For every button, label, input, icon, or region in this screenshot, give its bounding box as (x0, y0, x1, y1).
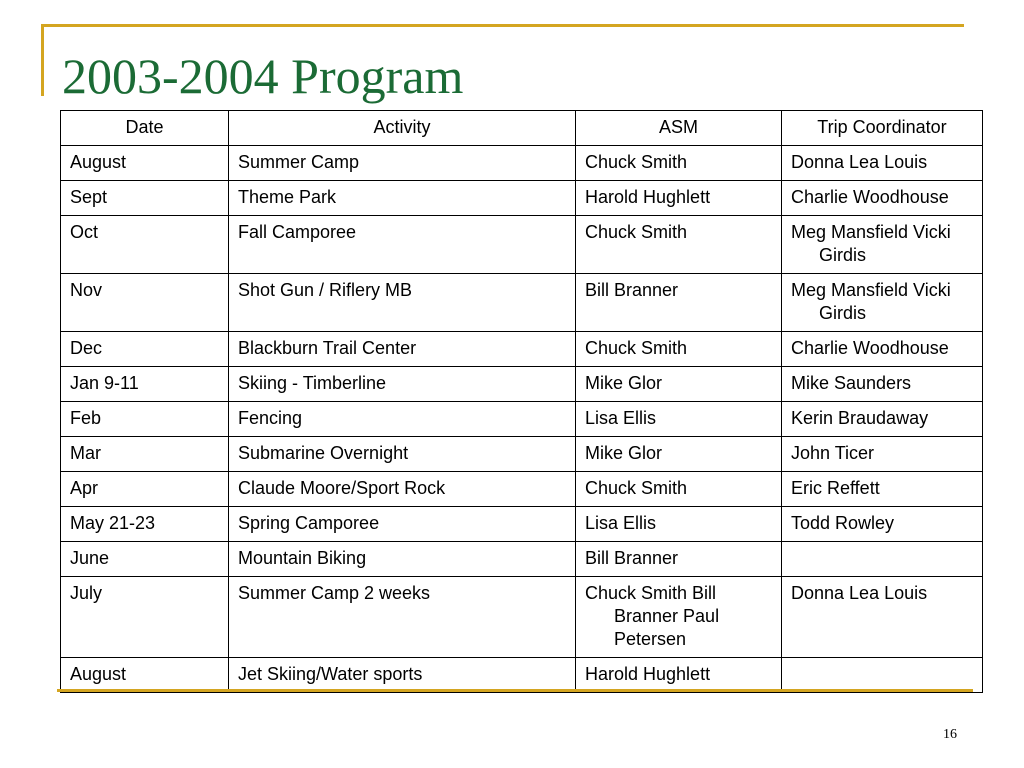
cell-asm: Chuck Smith (576, 332, 782, 367)
cell-asm: Chuck Smith (576, 472, 782, 507)
cell-date: Feb (61, 402, 229, 437)
cell-activity: Jet Skiing/Water sports (229, 658, 576, 693)
table-row (61, 367, 983, 402)
cell-trip-coordinator: John Ticer (782, 437, 983, 472)
accent-bar-vertical (41, 24, 44, 96)
cell-trip-coordinator: Meg Mansfield Vicki Girdis (782, 216, 983, 274)
table-row (61, 274, 983, 332)
table-row (61, 542, 983, 577)
cell-asm: Harold Hughlett (576, 181, 782, 216)
cell-asm: Mike Glor (576, 367, 782, 402)
table-row (61, 658, 983, 693)
cell-activity: Shot Gun / Riflery MB (229, 274, 576, 332)
cell-date: June (61, 542, 229, 577)
cell-activity: Spring Camporee (229, 507, 576, 542)
cell-activity: Summer Camp (229, 146, 576, 181)
cell-date: Apr (61, 472, 229, 507)
header-asm: ASM (576, 111, 782, 146)
table-row (61, 402, 983, 437)
cell-asm: Lisa Ellis (576, 507, 782, 542)
cell-trip-coordinator: Charlie Woodhouse (782, 181, 983, 216)
cell-date: May 21-23 (61, 507, 229, 542)
cell-asm: Harold Hughlett (576, 658, 782, 693)
cell-asm: Chuck Smith (576, 216, 782, 274)
cell-date: August (61, 658, 229, 693)
cell-date: Nov (61, 274, 229, 332)
cell-activity: Mountain Biking (229, 542, 576, 577)
cell-trip-coordinator (782, 542, 983, 577)
table-row (61, 181, 983, 216)
cell-date: Sept (61, 181, 229, 216)
cell-trip-coordinator: Eric Reffett (782, 472, 983, 507)
cell-date: Dec (61, 332, 229, 367)
cell-asm: Chuck Smith Bill Branner Paul Petersen (576, 577, 782, 658)
table-row (61, 332, 983, 367)
cell-activity: Summer Camp 2 weeks (229, 577, 576, 658)
cell-asm: Bill Branner (576, 274, 782, 332)
table-row (61, 507, 983, 542)
header-trip-coordinator: Trip Coordinator (782, 111, 983, 146)
page-number: 16 (943, 727, 957, 742)
accent-line-top (41, 24, 964, 27)
cell-activity: Skiing - Timberline (229, 367, 576, 402)
table-row (61, 216, 983, 274)
cell-activity: Theme Park (229, 181, 576, 216)
cell-activity: Fall Camporee (229, 216, 576, 274)
cell-trip-coordinator: Donna Lea Louis (782, 577, 983, 658)
cell-activity: Blackburn Trail Center (229, 332, 576, 367)
cell-trip-coordinator: Charlie Woodhouse (782, 332, 983, 367)
cell-date: Jan 9-11 (61, 367, 229, 402)
cell-date: July (61, 577, 229, 658)
cell-asm: Chuck Smith (576, 146, 782, 181)
cell-trip-coordinator: Meg Mansfield Vicki Girdis (782, 274, 983, 332)
table-row (61, 472, 983, 507)
table-row (61, 146, 983, 181)
cell-trip-coordinator: Donna Lea Louis (782, 146, 983, 181)
cell-trip-coordinator (782, 658, 983, 693)
table-row (61, 577, 983, 658)
cell-date: Oct (61, 216, 229, 274)
cell-date: August (61, 146, 229, 181)
cell-trip-coordinator: Mike Saunders (782, 367, 983, 402)
table-header-row (61, 111, 983, 146)
cell-asm: Mike Glor (576, 437, 782, 472)
table-row (61, 437, 983, 472)
cell-trip-coordinator: Kerin Braudaway (782, 402, 983, 437)
cell-activity: Claude Moore/Sport Rock (229, 472, 576, 507)
header-activity: Activity (229, 111, 576, 146)
slide-title: 2003-2004 Program (62, 48, 464, 104)
cell-asm: Bill Branner (576, 542, 782, 577)
cell-date: Mar (61, 437, 229, 472)
header-date: Date (61, 111, 229, 146)
accent-line-bottom (57, 689, 973, 692)
cell-asm: Lisa Ellis (576, 402, 782, 437)
cell-activity: Fencing (229, 402, 576, 437)
cell-activity: Submarine Overnight (229, 437, 576, 472)
cell-trip-coordinator: Todd Rowley (782, 507, 983, 542)
program-schedule-table (60, 110, 983, 693)
